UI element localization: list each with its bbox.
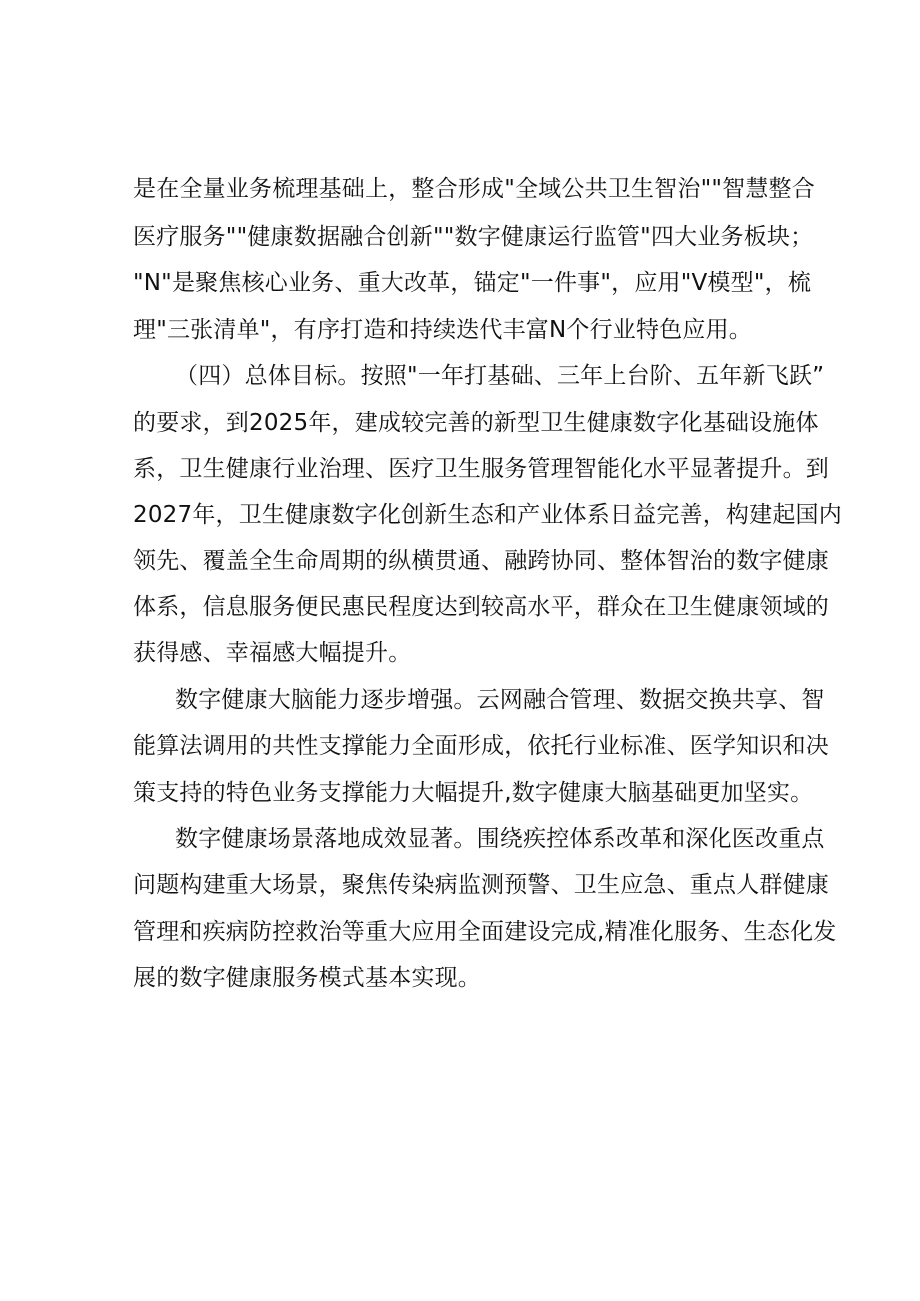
text-line: （四）总体目标。按照"一年打基础、三年上台阶、五年新飞跃”	[175, 363, 825, 389]
text-line: 的要求，到2025年，建成较完善的新型卫生健康数字化基础设施体	[133, 410, 819, 436]
text-line: 数字健康大脑能力逐步增强。云网融合管理、数据交换共享、智	[175, 687, 825, 713]
text-line: 领先、覆盖全生命周期的纵横贯通、融跨协同、整体智治的数字健康	[133, 548, 829, 574]
text-line: 是在全量业务梳理基础上，整合形成"全域公共卫生智治""智慧整合	[133, 176, 815, 202]
text-line: 问题构建重大场景，聚焦传染病监测预警、卫生应急、重点人群健康	[133, 872, 829, 898]
text-line: 体系，信息服务便民惠民程度达到较高水平，群众在卫生健康领域的	[133, 594, 829, 620]
text-line: 医疗服务""健康数据融合创新""数字健康运行监管"四大业务板块；	[133, 224, 814, 250]
text-line: 策支持的特色业务支撑能力大幅提升,数字健康大脑基础更加坚实。	[133, 780, 814, 806]
text-line: "N"是聚焦核心业务、重大改革，锚定"一件事"，应用"V模型"，梳	[133, 270, 812, 296]
text-line: 2027年，卫生健康数字化创新生态和产业体系日益完善，构建起国内	[133, 502, 842, 528]
text-line: 系，卫生健康行业治理、医疗卫生服务管理智能化水平显著提升。到	[133, 456, 829, 482]
text-line: 展的数字健康服务模式基本实现。	[133, 965, 481, 991]
text-line: 能算法调用的共性支撑能力全面形成，依托行业标准、医学知识和决	[133, 733, 829, 759]
text-line: 获得感、幸福感大幅提升。	[133, 640, 412, 666]
text-line: 管理和疾病防控救治等重大应用全面建设完成,精准化服务、生态化发	[133, 919, 837, 945]
text-line: 数字健康场景落地成效显著。围绕疾控体系改革和深化医改重点	[175, 826, 825, 852]
text-line: 理"三张清单"，有序打造和持续迭代丰富N个行业特色应用。	[133, 317, 752, 343]
